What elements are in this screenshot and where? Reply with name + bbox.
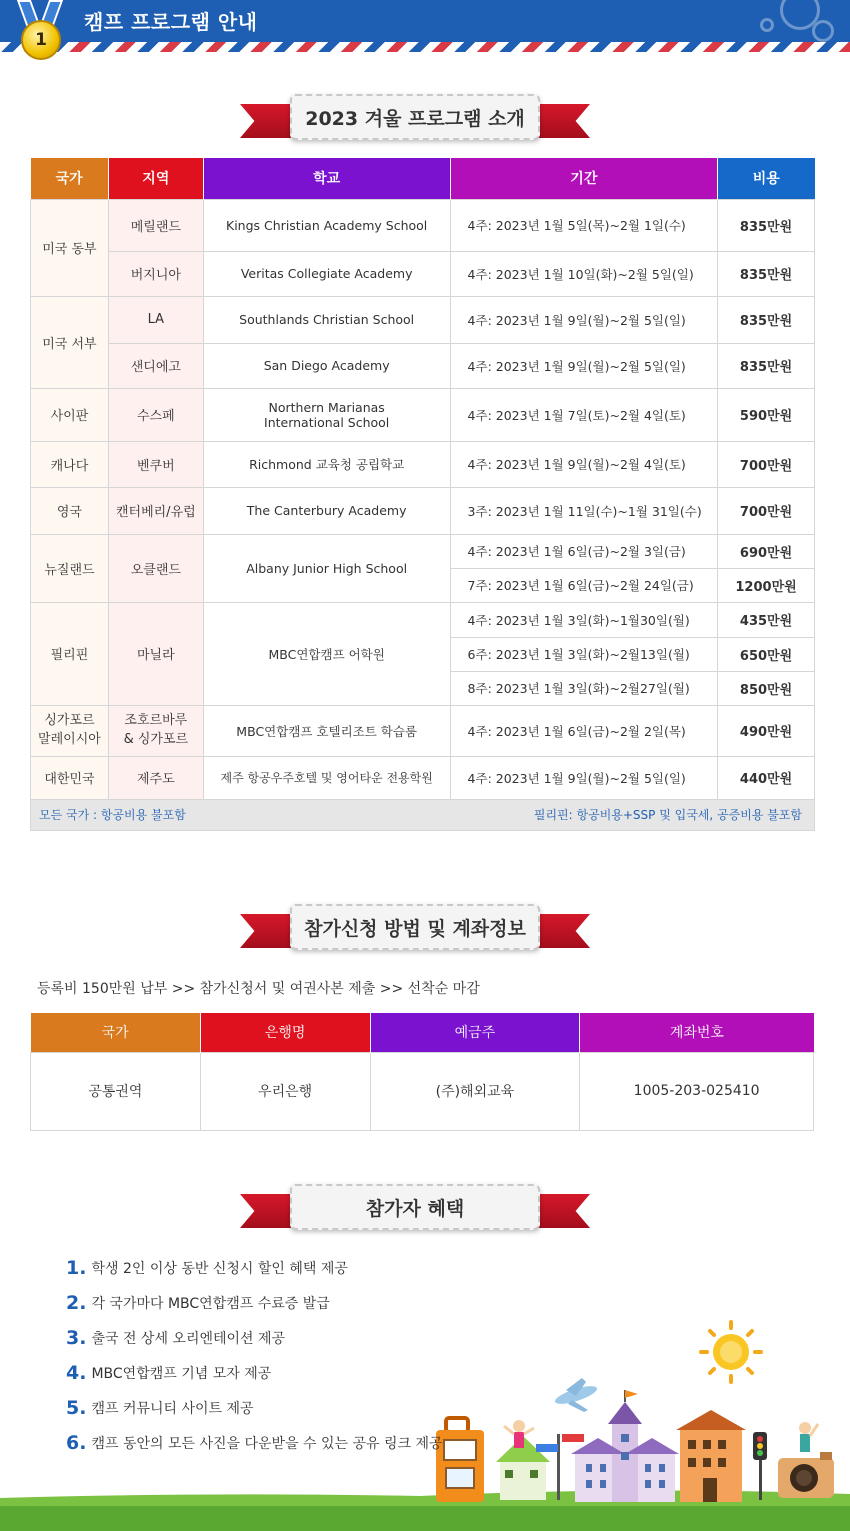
col-header: 지역 [108,158,203,199]
sun-icon [701,1322,761,1382]
col-header: 국가 [31,158,109,199]
section-banner-benefits [240,1180,590,1236]
benefit-number: 4. [66,1361,87,1384]
castle-building-icon [571,1390,679,1502]
camera-icon [778,1452,834,1498]
col-header: 비용 [718,158,815,199]
period-cell: 6주: 2023년 1월 3일(화)~2월13일(월) [450,637,718,671]
country-cell: 미국 서부 [31,296,109,388]
col-header: 학교 [203,158,450,199]
period-cell: 8주: 2023년 1월 3일(화)~2월27일(월) [450,671,718,705]
table-row [31,199,815,251]
section-banner-program [240,90,590,146]
country-cell: 뉴질랜드 [31,534,109,602]
benefit-number: 1. [66,1256,87,1279]
school-cell: MBC연합캠프 호텔리조트 학습룸 [203,705,450,756]
footnote-right: 필리핀: 항공비용+SSP 및 입국세, 공증비용 불포함 [450,799,814,830]
cost-cell: 690만원 [718,534,815,568]
account-country-cell: 공통권역 [31,1052,201,1130]
country-cell: 싱가포르 말레이시아 [31,705,109,756]
benefit-item [66,1250,443,1285]
program-table [30,158,815,831]
table-row [31,1052,814,1130]
cost-cell: 590만원 [718,388,815,441]
table-row [31,343,815,388]
table-row [31,534,815,568]
airplane-icon [553,1378,599,1412]
region-cell: 메릴랜드 [108,199,203,251]
cost-cell: 700만원 [718,487,815,534]
school-cell: Northern Marianas International School [203,388,450,441]
table-row [31,756,815,799]
section-title: 참가자 혜택 [290,1184,540,1230]
traffic-light-icon [753,1432,767,1500]
period-cell: 4주: 2023년 1월 10일(화)~2월 5일(일) [450,251,718,296]
table-row [31,441,815,487]
cost-cell: 1200만원 [718,568,815,602]
period-cell: 4주: 2023년 1월 6일(금)~2월 3일(금) [450,534,718,568]
table-row [31,705,815,756]
section-title: 2023 겨울 프로그램 소개 [290,94,540,140]
col-header: 기간 [450,158,718,199]
bank-name-cell: 우리은행 [200,1052,370,1130]
region-cell: 벤쿠버 [108,441,203,487]
school-cell: Richmond 교육청 공립학교 [203,441,450,487]
cost-cell: 650만원 [718,637,815,671]
period-cell: 4주: 2023년 1월 9일(월)~2월 4일(토) [450,441,718,487]
page-title: 캠프 프로그램 안내 [84,10,258,34]
period-cell: 4주: 2023년 1월 5일(목)~2월 1일(수) [450,199,718,251]
benefit-number: 3. [66,1326,87,1349]
country-cell: 영국 [31,487,109,534]
benefit-item [66,1320,443,1355]
cost-cell: 835만원 [718,296,815,343]
account-number-cell: 1005-203-025410 [580,1052,814,1130]
school-cell: MBC연합캠프 어학원 [203,602,450,705]
benefit-number: 2. [66,1291,87,1314]
account-holder-cell: (주)해외교육 [370,1052,580,1130]
page-header [0,0,850,52]
table-row [31,487,815,534]
col-header: 은행명 [200,1013,370,1052]
cost-cell: 700만원 [718,441,815,487]
cost-cell: 835만원 [718,343,815,388]
region-cell: 버지니아 [108,251,203,296]
section-title: 참가신청 방법 및 계좌정보 [290,904,540,950]
period-cell: 4주: 2023년 1월 6일(금)~2월 2일(목) [450,705,718,756]
benefit-number: 5. [66,1396,87,1419]
benefit-text: MBC연합캠프 기념 모자 제공 [91,1365,272,1382]
benefit-text: 출국 전 상세 오리엔테이션 제공 [91,1330,286,1347]
suitcase-icon [436,1418,484,1502]
benefit-number: 6. [66,1431,87,1454]
account-table [30,1013,814,1131]
table-header-row [31,1013,814,1052]
country-cell: 캐나다 [31,441,109,487]
region-cell: 제주도 [108,756,203,799]
decor-bubble [812,20,834,42]
benefit-text: 각 국가마다 MBC연합캠프 수료증 발급 [91,1295,330,1312]
period-cell: 4주: 2023년 1월 3일(화)~1월30일(월) [450,602,718,637]
school-cell: The Canterbury Academy [203,487,450,534]
col-header: 예금주 [370,1013,580,1052]
region-cell: 샌디에고 [108,343,203,388]
cost-cell: 490만원 [718,705,815,756]
country-cell: 미국 동부 [31,199,109,296]
apartment-building-icon [676,1410,746,1502]
benefit-text: 캠프 커뮤니티 사이트 제공 [91,1400,254,1417]
benefit-text: 캠프 동안의 모든 사진을 다운받을 수 있는 공유 링크 제공 [91,1435,443,1452]
period-cell: 4주: 2023년 1월 7일(토)~2월 4일(토) [450,388,718,441]
period-cell: 4주: 2023년 1월 9일(월)~2월 5일(일) [450,343,718,388]
region-cell: 오클랜드 [108,534,203,602]
region-cell: 캔터베리/유럽 [108,487,203,534]
section-banner-apply [240,900,590,956]
table-row [31,388,815,441]
cost-cell: 835만원 [718,251,815,296]
cost-cell: 435만원 [718,602,815,637]
period-cell: 4주: 2023년 1월 9일(월)~2월 5일(일) [450,756,718,799]
period-cell: 7주: 2023년 1월 6일(금)~2월 24일(금) [450,568,718,602]
country-cell: 대한민국 [31,756,109,799]
cost-cell: 835만원 [718,199,815,251]
school-cell: Albany Junior High School [203,534,450,602]
person-figure-icon [799,1422,818,1452]
school-cell: San Diego Academy [203,343,450,388]
school-cell: Kings Christian Academy School [203,199,450,251]
benefit-text: 학생 2인 이상 동반 신청시 할인 혜택 제공 [91,1260,348,1277]
benefit-item [66,1285,443,1320]
period-cell: 3주: 2023년 1월 11일(수)~1월 31일(수) [450,487,718,534]
medal-icon [18,0,68,66]
medal-number: 1 [21,20,61,60]
region-cell: LA [108,296,203,343]
school-cell: Veritas Collegiate Academy [203,251,450,296]
table-row [31,602,815,637]
country-cell: 필리핀 [31,602,109,705]
footnote-left: 모든 국가 : 항공비용 불포함 [31,799,451,830]
airmail-stripes [0,42,850,52]
school-cell: 제주 항공우주호텔 및 영어타운 전용학원 [203,756,450,799]
decor-bubble [760,18,774,32]
table-row [31,296,815,343]
region-cell: 조호르바루 & 싱가포르 [108,705,203,756]
region-cell: 마닐라 [108,602,203,705]
benefit-item [66,1425,443,1460]
region-cell: 수스페 [108,388,203,441]
school-cell: Southlands Christian School [203,296,450,343]
benefit-item [66,1355,443,1390]
table-header-row [31,158,815,199]
country-cell: 사이판 [31,388,109,441]
application-process-text: 등록비 150만원 납부 >> 참가신청서 및 여권사본 제출 >> 선착순 마감 [37,981,480,997]
benefits-list [66,1250,443,1460]
col-header: 국가 [31,1013,201,1052]
table-footnote-row [31,799,815,830]
table-row [31,251,815,296]
period-cell: 4주: 2023년 1월 9일(월)~2월 5일(일) [450,296,718,343]
col-header: 계좌번호 [580,1013,814,1052]
cost-cell: 850만원 [718,671,815,705]
benefit-item [66,1390,443,1425]
cost-cell: 440만원 [718,756,815,799]
